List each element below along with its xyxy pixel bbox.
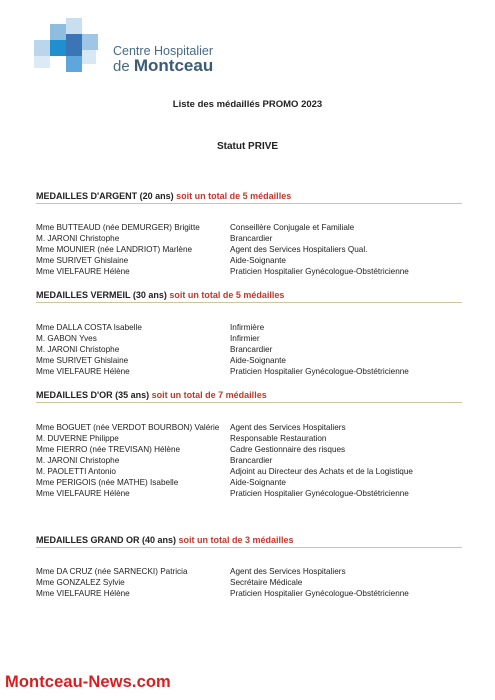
medalist-name: Mme SURIVET Ghislaine bbox=[36, 256, 129, 265]
medalist-name: M. JARONI Christophe bbox=[36, 234, 120, 243]
medalist-name: Mme VIELFAURE Hélène bbox=[36, 367, 130, 376]
section-title: MEDAILLES D'OR (35 ans) bbox=[36, 390, 150, 400]
section-divider bbox=[36, 203, 462, 204]
medalist-role: Infirmier bbox=[230, 334, 260, 343]
section-divider bbox=[36, 547, 462, 548]
section-divider bbox=[36, 302, 462, 303]
medalist-name: Mme SURIVET Ghislaine bbox=[36, 356, 129, 365]
document-subtitle: Statut PRIVE bbox=[216, 141, 279, 152]
medalist-name: Mme BUTTEAUD (née DEMURGER) Brigitte bbox=[36, 223, 200, 232]
section-title: MEDAILLES GRAND OR (40 ans) bbox=[36, 535, 177, 545]
medalist-role: Agent des Services Hospitaliers Qual. bbox=[230, 245, 368, 254]
logo-text-line2 bbox=[113, 56, 213, 76]
section-total: soit un total de 5 médailles bbox=[176, 191, 292, 201]
medalist-role: Brancardier bbox=[230, 345, 273, 354]
medalist-name: M. DUVERNE Philippe bbox=[36, 434, 119, 443]
medalist-role: Responsable Restauration bbox=[230, 434, 327, 443]
section-title: MEDAILLES D'ARGENT (20 ans) bbox=[36, 191, 174, 201]
section-total: soit un total de 3 médailles bbox=[178, 535, 294, 545]
logo-text-name: Montceau bbox=[133, 56, 214, 75]
logo-text-prefix: de bbox=[113, 58, 130, 75]
medalist-role: Brancardier bbox=[230, 234, 273, 243]
document-title: Liste des médaillés PROMO 2023 bbox=[172, 99, 323, 110]
medalist-role: Infirmière bbox=[230, 323, 265, 332]
logo-text-line1: Centre Hospitalier bbox=[113, 44, 214, 58]
medalist-role: Praticien Hospitalier Gynécologue-Obstétricienne bbox=[230, 489, 409, 498]
medalist-name: Mme DA CRUZ (née SARNECKI) Patricia bbox=[36, 567, 188, 576]
medalist-name: M. JARONI Christophe bbox=[36, 456, 120, 465]
medalist-name: Mme VIELFAURE Hélène bbox=[36, 489, 130, 498]
medalist-role: Agent des Services Hospitaliers bbox=[230, 423, 346, 432]
medalist-role: Cadre Gestionnaire des risques bbox=[230, 445, 346, 454]
medalist-name: M. GABON Yves bbox=[36, 334, 97, 343]
medalist-role: Praticien Hospitalier Gynécologue-Obstétricienne bbox=[230, 267, 409, 276]
medalist-name: Mme BOGUET (née VERDOT BOURBON) Valérie bbox=[36, 423, 220, 432]
medalist-name: Mme DALLA COSTA Isabelle bbox=[36, 323, 142, 332]
medalist-role: Praticien Hospitalier Gynécologue-Obstétricienne bbox=[230, 589, 409, 598]
section-heading-grand-or bbox=[36, 535, 294, 545]
section-total: soit un total de 5 médailles bbox=[169, 290, 285, 300]
medalist-role: Aide-Soignante bbox=[230, 478, 286, 487]
medalist-name: Mme PERIGOIS (née MATHE) Isabelle bbox=[36, 478, 179, 487]
section-divider bbox=[36, 402, 462, 403]
medalist-name: Mme VIELFAURE Hélène bbox=[36, 589, 130, 598]
medalist-name: Mme VIELFAURE Hélène bbox=[36, 267, 130, 276]
site-watermark: Montceau-News.com bbox=[5, 673, 171, 691]
medalist-name: Mme FIERRO (née TREVISAN) Hélène bbox=[36, 445, 181, 454]
medalist-role: Agent des Services Hospitaliers bbox=[230, 567, 346, 576]
section-title: MEDAILLES VERMEIL (30 ans) bbox=[36, 290, 167, 300]
medalist-role: Aide-Soignante bbox=[230, 256, 286, 265]
medalist-role: Praticien Hospitalier Gynécologue-Obstétricienne bbox=[230, 367, 409, 376]
medalist-name: M. PAOLETTI Antonio bbox=[36, 467, 116, 476]
medalist-name: Mme MOUNIER (née LANDRIOT) Marlène bbox=[36, 245, 193, 254]
medalist-role: Brancardier bbox=[230, 456, 273, 465]
medalist-role: Adjoint au Directeur des Achats et de la Logistique bbox=[230, 467, 413, 476]
medalist-name: M. JARONI Christophe bbox=[36, 345, 120, 354]
section-heading-vermeil bbox=[36, 290, 284, 300]
medalist-role: Secrétaire Médicale bbox=[230, 578, 303, 587]
medalist-role: Aide-Soignante bbox=[230, 356, 286, 365]
medalist-role: Conseillère Conjugale et Familiale bbox=[230, 223, 355, 232]
medalist-name: Mme GONZALEZ Sylvie bbox=[36, 578, 125, 587]
section-total: soit un total de 7 médailles bbox=[151, 390, 267, 400]
section-heading-argent bbox=[36, 191, 291, 201]
section-heading-or bbox=[36, 390, 267, 400]
